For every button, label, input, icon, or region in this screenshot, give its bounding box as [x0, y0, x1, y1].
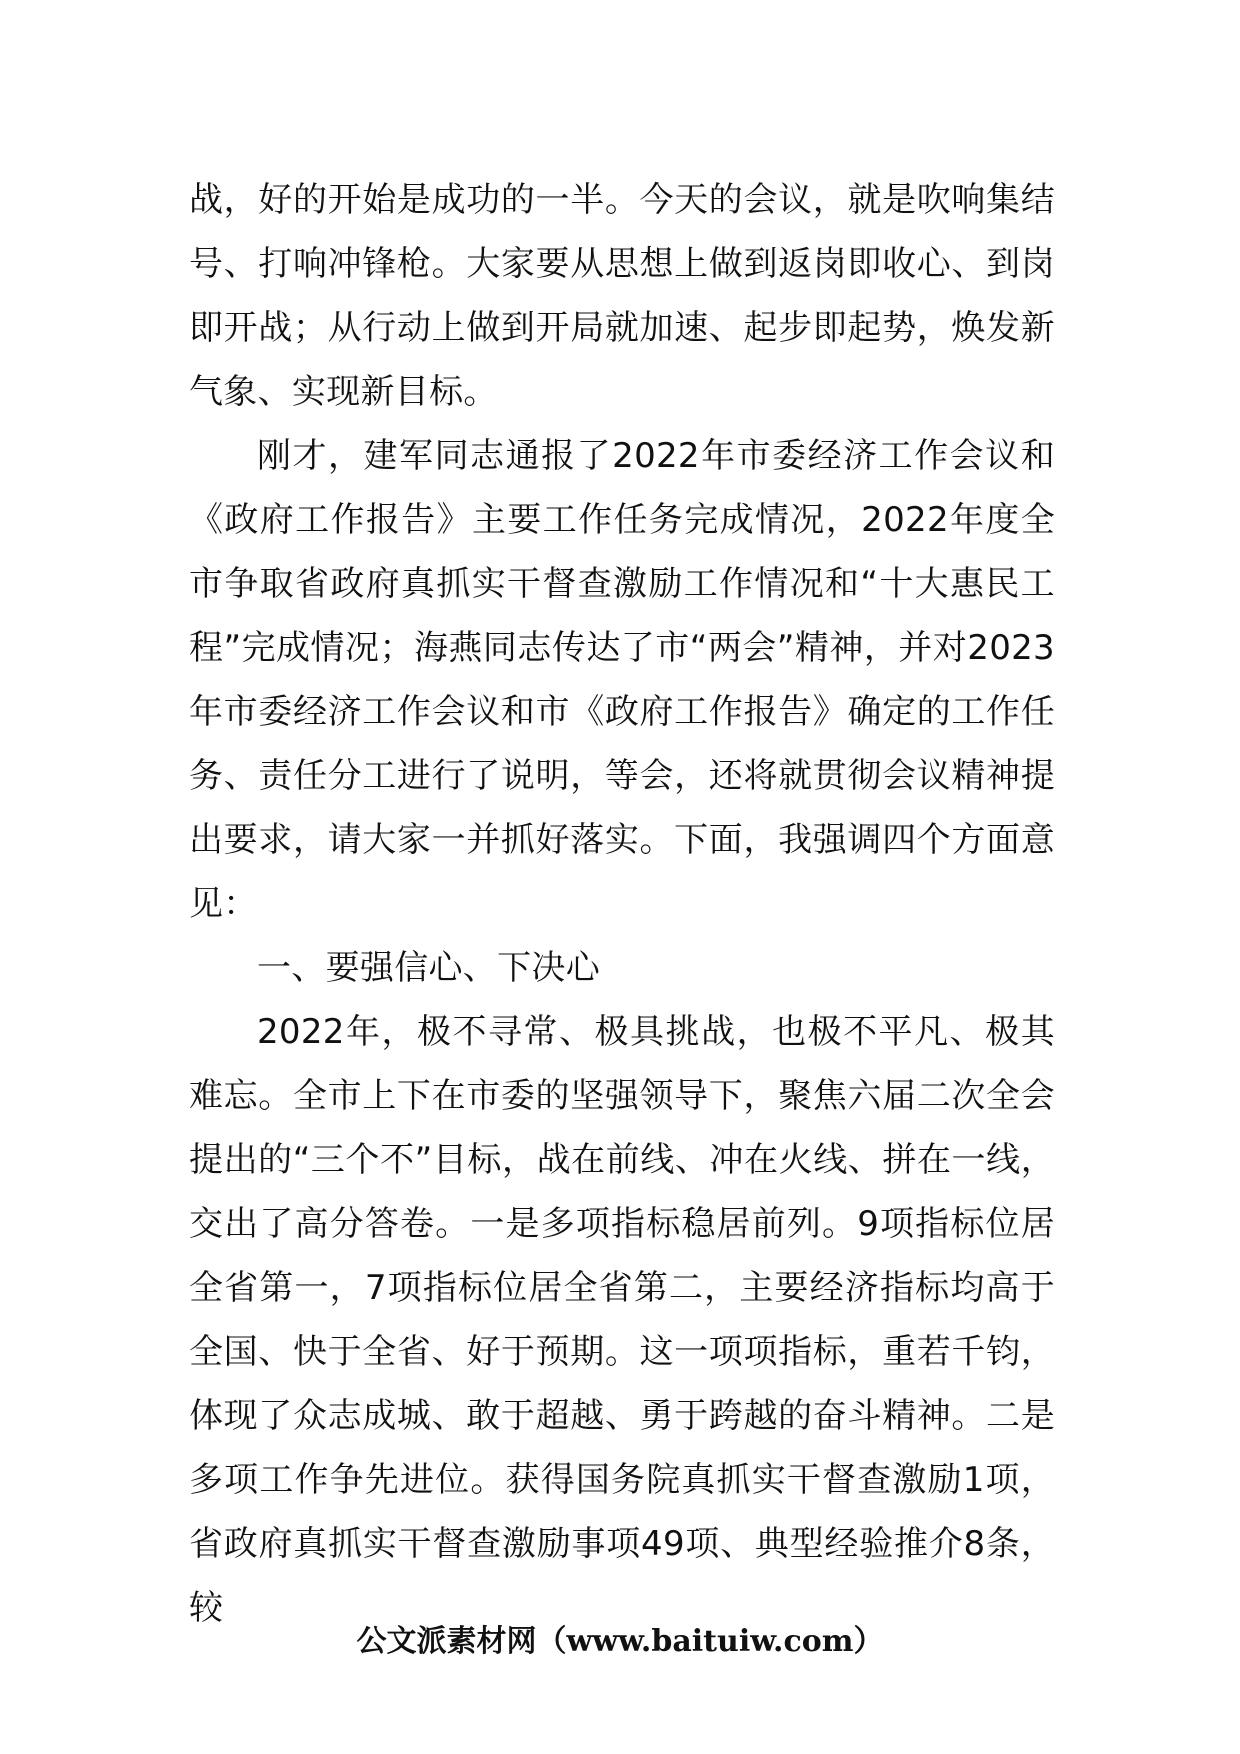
- paragraph-3: 2022年，极不寻常、极具挑战，也极不平凡、极其难忘。全市上下在市委的坚强领导下，聚焦六届二次全会提出的“三个不”目标，战在前线、冲在火线、拼在一线，交出了高分答卷。一是多项指标稳居前列。9项指标位居全省第一，7项指标位居全省第二，主要经济指标均高于全国、快于全省、好于预期。这一项项指标，重若千钧，体现了众志成城、敢于超越、勇于跨越的奋斗精神。二是多项工作争先进位。获得国务院真抓实干督查激励1项，省政府真抓实干督查激励事项49项、典型经验推介8条，较: [189, 1012, 1055, 1628]
- section-heading-1: 一、要强信心、下决心: [257, 948, 600, 988]
- footer-watermark: 公文派素材网（www.baituiw.com）: [356, 1624, 884, 1659]
- document-body: [189, 168, 1055, 1640]
- paragraph-1: 战，好的开始是成功的一半。今天的会议，就是吹响集结号、打响冲锋枪。大家要从思想上做到返岗即收心、到岗即开战；从行动上做到开局就加速、起步即起势，焕发新气象、实现新目标。: [189, 180, 1055, 412]
- paragraph-2: 刚才，建军同志通报了2022年市委经济工作会议和《政府工作报告》主要工作任务完成情况，2022年度全市争取省政府真抓实干督查激励工作情况和“十大惠民工程”完成情况；海燕同志传达了市“两会”精神，并对2023年市委经济工作会议和市《政府工作报告》确定的工作任务、责任分工进行了说明，等会，还将就贯彻会议精神提出要求，请大家一并抓好落实。下面，我强调四个方面意见：: [189, 436, 1055, 924]
